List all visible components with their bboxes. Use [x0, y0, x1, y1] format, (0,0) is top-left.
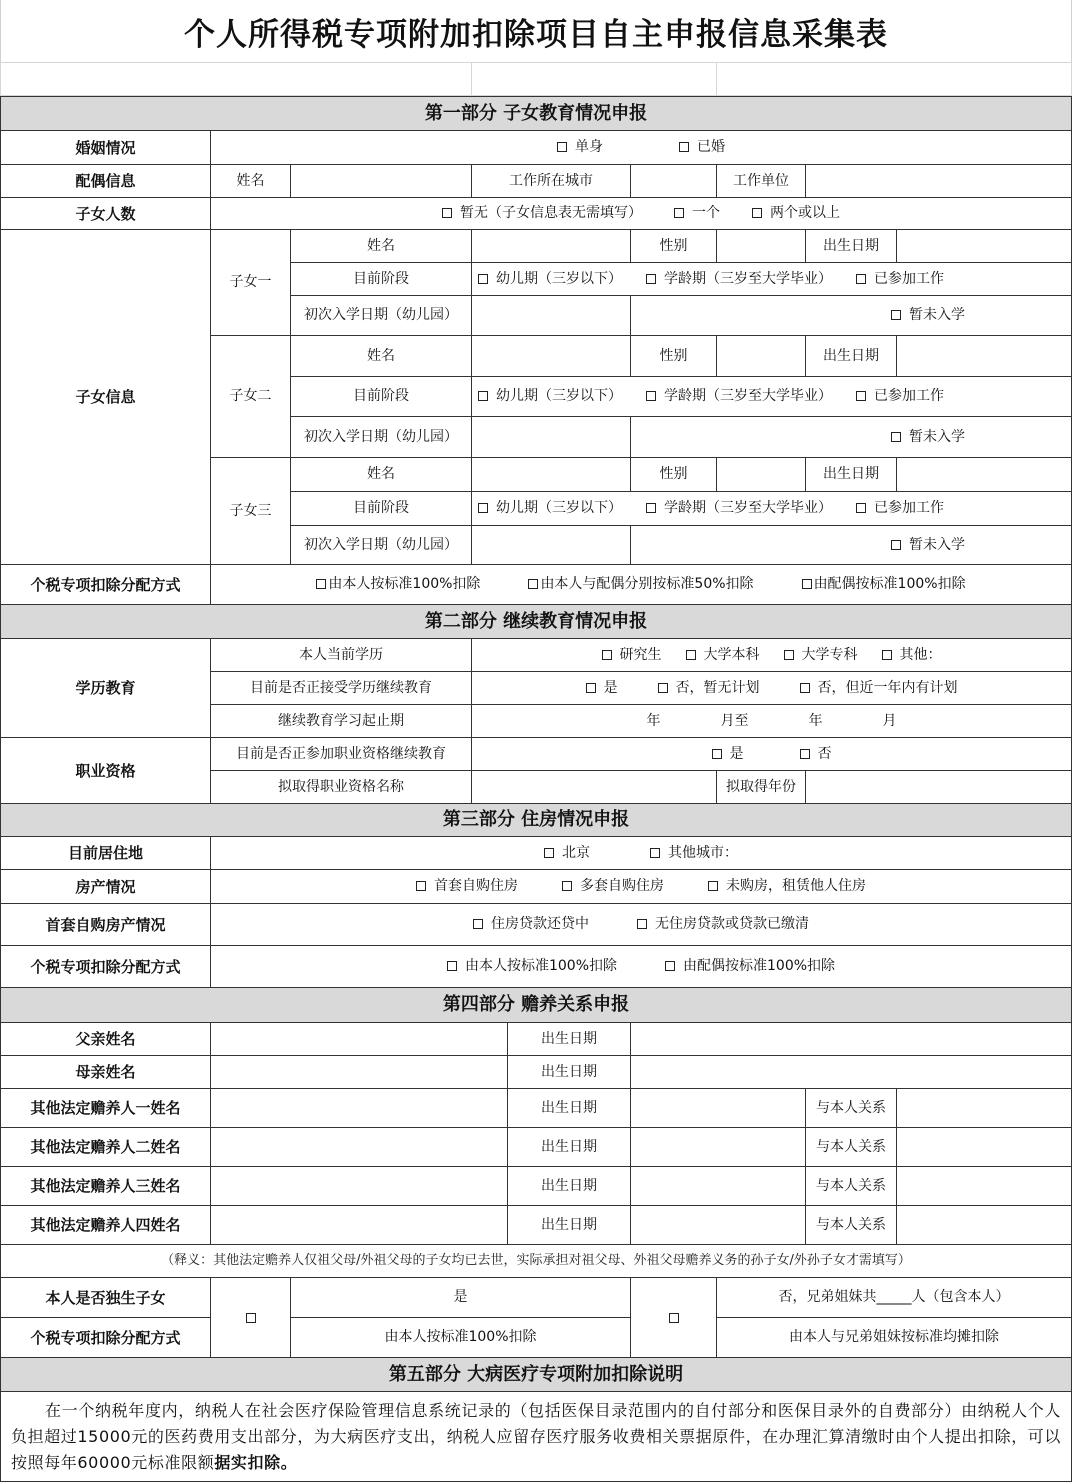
- only-child-yes-label: 是: [291, 1278, 631, 1318]
- first-home-options: [211, 904, 1072, 946]
- birth-label: 出生日期: [508, 1206, 631, 1245]
- checkbox-icon: [669, 1313, 679, 1323]
- relation-label: 与本人关系: [806, 1128, 897, 1167]
- checkbox-icon: [686, 650, 696, 660]
- residence-beijing-checkbox[interactable]: 北京: [544, 845, 590, 862]
- stage-infant-checkbox[interactable]: 幼儿期（三岁以下）: [478, 388, 622, 405]
- other-dependent-2-name-field[interactable]: [211, 1128, 508, 1167]
- checkbox-icon: [856, 274, 866, 284]
- period-label: 继续教育学习起止期: [211, 705, 472, 738]
- dependent-note: （释义：其他法定赡养人仅祖父母/外祖父母的子女均已去世，实际承担对祖父母、外祖父母赡养义务的孙子女/外孙子女才需填写）: [0, 1245, 1072, 1278]
- prof-name-field[interactable]: [472, 771, 717, 804]
- child1-label: 子女一: [211, 230, 291, 336]
- checkbox-icon: [602, 650, 612, 660]
- checkbox-icon: [442, 208, 452, 218]
- child-enroll-label: 初次入学日期（幼儿园）: [291, 296, 472, 336]
- checkbox-icon: [416, 881, 426, 891]
- other-dependent-1-name-field[interactable]: [211, 1089, 508, 1128]
- spouse-employer-field[interactable]: [806, 165, 1072, 198]
- child-gender-label: 性别: [631, 458, 717, 492]
- alloc-self-label: 由本人按标准100%扣除: [291, 1318, 631, 1358]
- child-enroll-label: 初次入学日期（幼儿园）: [291, 417, 472, 458]
- child2-stage-options: [472, 377, 1072, 417]
- relation-label: 与本人关系: [806, 1167, 897, 1206]
- current-degree-label: 本人当前学历: [211, 639, 472, 672]
- checkbox-icon: [665, 961, 675, 971]
- loan-repaying-checkbox[interactable]: 住房贷款还贷中: [473, 916, 589, 933]
- part2-header: 第二部分 继续教育情况申报: [0, 605, 1072, 639]
- child3-birth-field[interactable]: [897, 458, 1072, 492]
- only-child-yes-checkbox[interactable]: [211, 1278, 291, 1358]
- children-none-checkbox[interactable]: 暂无（子女信息表无需填写）: [442, 205, 642, 222]
- child3-name-field[interactable]: [472, 458, 631, 492]
- blank-row-cell: [0, 62, 472, 96]
- stage-school-checkbox[interactable]: 学龄期（三岁至大学毕业）: [646, 500, 832, 517]
- birth-label: 出生日期: [508, 1128, 631, 1167]
- checkbox-icon: [637, 919, 647, 929]
- other-dependent-4-name-field[interactable]: [211, 1206, 508, 1245]
- checkbox-icon: [646, 503, 656, 513]
- checkbox-icon: [478, 503, 488, 513]
- child1-name-field[interactable]: [472, 230, 631, 263]
- prof-options: [472, 738, 1072, 771]
- degree-grad-checkbox[interactable]: 研究生: [602, 647, 662, 664]
- child-name-label: 姓名: [291, 336, 472, 377]
- alloc-self-checkbox[interactable]: 由本人按标准100%扣除: [447, 958, 617, 975]
- period-month-to: 月至: [720, 712, 749, 729]
- marital-single-checkbox[interactable]: 单身: [557, 139, 603, 156]
- checkbox-icon: [528, 579, 538, 589]
- alloc-self-checkbox[interactable]: 由本人按标准100%扣除: [316, 576, 480, 593]
- property-rent-checkbox[interactable]: 未购房，租赁他人住房: [708, 878, 866, 895]
- children-count-label: 子女人数: [0, 198, 211, 230]
- child1-birth-field[interactable]: [897, 230, 1072, 263]
- checkbox-icon: [800, 749, 810, 759]
- checkbox-icon: [891, 540, 901, 550]
- receiving-planned-checkbox[interactable]: 否，但近一年内有计划: [800, 680, 958, 697]
- period-field[interactable]: [472, 705, 1072, 738]
- other-dependent-1-birth-field[interactable]: [631, 1089, 806, 1128]
- child2-name-field[interactable]: [472, 336, 631, 377]
- checkbox-icon: [891, 432, 901, 442]
- marital-married-checkbox[interactable]: 已婚: [679, 139, 725, 156]
- other-dependent-4-label: 其他法定赡养人四姓名: [0, 1206, 211, 1245]
- marital-label: 婚姻情况: [0, 131, 211, 165]
- child-birth-label: 出生日期: [806, 230, 897, 263]
- birth-label: 出生日期: [508, 1167, 631, 1206]
- other-dependent-2-label: 其他法定赡养人二姓名: [0, 1128, 211, 1167]
- part1-header: 第一部分 子女教育情况申报: [0, 96, 1072, 131]
- children-one-checkbox[interactable]: 一个: [674, 205, 720, 222]
- child2-label: 子女二: [211, 336, 291, 458]
- period-month: 月: [882, 712, 897, 729]
- checkbox-icon: [674, 208, 684, 218]
- prof-yes-checkbox[interactable]: 是: [712, 746, 744, 763]
- relation-label: 与本人关系: [806, 1206, 897, 1245]
- father-birth-field[interactable]: [631, 1023, 1072, 1056]
- spouse-city-label: 工作所在城市: [472, 165, 631, 198]
- residence-options: [211, 837, 1072, 870]
- part5-header: 第五部分 大病医疗专项附加扣除说明: [0, 1358, 1072, 1392]
- prof-year-label: 拟取得年份: [717, 771, 806, 804]
- child3-enroll-field[interactable]: [472, 526, 631, 565]
- birth-label: 出生日期: [508, 1089, 631, 1128]
- child-stage-label: 目前阶段: [291, 263, 472, 296]
- checkbox-icon: [856, 503, 866, 513]
- children-info-label: 子女信息: [0, 230, 211, 565]
- period-year: 年: [808, 712, 823, 729]
- child-stage-label: 目前阶段: [291, 492, 472, 526]
- only-child-label: 本人是否独生子女: [0, 1278, 211, 1318]
- checkbox-icon: [708, 881, 718, 891]
- other-dependent-3-name-field[interactable]: [211, 1167, 508, 1206]
- child-enroll-label: 初次入学日期（幼儿园）: [291, 526, 472, 565]
- property-options: [211, 870, 1072, 904]
- checkbox-icon: [562, 881, 572, 891]
- father-name-field[interactable]: [211, 1023, 508, 1056]
- alloc-share-label: 由本人与兄弟姐妹按标准均摊扣除: [717, 1318, 1072, 1358]
- birth-label: 出生日期: [508, 1023, 631, 1056]
- checkbox-icon: [882, 650, 892, 660]
- child2-gender-field[interactable]: [717, 336, 806, 377]
- alloc-spouse-checkbox[interactable]: 由配偶按标准100%扣除: [665, 958, 835, 975]
- stage-infant-checkbox[interactable]: 幼儿期（三岁以下）: [478, 271, 622, 288]
- p3-alloc-label: 个税专项扣除分配方式: [0, 946, 211, 988]
- checkbox-icon: [316, 579, 326, 589]
- child1-gender-field[interactable]: [717, 230, 806, 263]
- receiving-no-checkbox[interactable]: 否，暂无计划: [658, 680, 760, 697]
- spouse-city-field[interactable]: [631, 165, 717, 198]
- prof-no-checkbox[interactable]: 否: [800, 746, 832, 763]
- loan-cleared-checkbox[interactable]: 无住房贷款或贷款已缴清: [637, 916, 809, 933]
- checkbox-icon: [586, 683, 596, 693]
- child3-not-enrolled: [631, 526, 1072, 565]
- checkbox-icon: [802, 579, 812, 589]
- mother-name-field[interactable]: [211, 1056, 508, 1089]
- other-dependent-3-relation-field[interactable]: [897, 1167, 1072, 1206]
- edu-label: 学历教育: [0, 639, 211, 738]
- mother-label: 母亲姓名: [0, 1056, 211, 1089]
- child1-not-enrolled: [631, 296, 1072, 336]
- p4-alloc-label: 个税专项扣除分配方式: [0, 1318, 211, 1358]
- alloc-spouse-checkbox[interactable]: 由配偶按标准100%扣除: [802, 576, 966, 593]
- children-count-options: [211, 198, 1072, 230]
- residence-label: 目前居住地: [0, 837, 211, 870]
- degree-college-checkbox[interactable]: 大学专科: [784, 647, 858, 664]
- birth-label: 出生日期: [508, 1056, 631, 1089]
- child2-enroll-field[interactable]: [472, 417, 631, 458]
- checkbox-icon: [856, 391, 866, 401]
- other-dependent-4-birth-field[interactable]: [631, 1206, 806, 1245]
- form-title: 个人所得税专项附加扣除项目自主申报信息采集表: [0, 0, 1072, 62]
- medical-explanation-bold: 据实扣除。: [214, 1453, 298, 1472]
- checkbox-icon: [800, 683, 810, 693]
- checkbox-icon: [679, 142, 689, 152]
- medical-explanation-text: 在一个纳税年度内，纳税人在社会医疗保险管理信息系统记录的（包括医保目录范围内的自付部分和医保目录外的自费部分）由纳税人个人负担超过15000元的医药费用支出部分，为大病医疗支出，纳税人应留存医疗服务收费相关票据原件，在办理汇算清缴时由个人提出扣除，可以按照每年60000元标准限额: [11, 1401, 1061, 1472]
- child3-label: 子女三: [211, 458, 291, 565]
- part4-header: 第四部分 赡养关系申报: [0, 988, 1072, 1023]
- child2-birth-field[interactable]: [897, 336, 1072, 377]
- child1-enroll-field[interactable]: [472, 296, 631, 336]
- stage-working-checkbox[interactable]: 已参加工作: [856, 500, 944, 517]
- other-dependent-2-relation-field[interactable]: [897, 1128, 1072, 1167]
- degree-bachelor-checkbox[interactable]: 大学本科: [686, 647, 760, 664]
- receiving-options: [472, 672, 1072, 705]
- spouse-name-field[interactable]: [291, 165, 472, 198]
- property-first-checkbox[interactable]: 首套自购住房: [416, 878, 518, 895]
- stage-working-checkbox[interactable]: 已参加工作: [856, 271, 944, 288]
- stage-working-checkbox[interactable]: 已参加工作: [856, 388, 944, 405]
- period-year: 年: [646, 712, 661, 729]
- stage-school-checkbox[interactable]: 学龄期（三岁至大学毕业）: [646, 271, 832, 288]
- father-label: 父亲姓名: [0, 1023, 211, 1056]
- checkbox-icon: [473, 919, 483, 929]
- only-child-no-label: 否，兄弟姐妹共_____人（包含本人）: [717, 1278, 1072, 1318]
- spouse-name-label: 姓名: [211, 165, 291, 198]
- stage-infant-checkbox[interactable]: 幼儿期（三岁以下）: [478, 500, 622, 517]
- p1-alloc-label: 个税专项扣除分配方式: [0, 565, 211, 605]
- marital-options: [211, 131, 1072, 165]
- checkbox-icon: [478, 274, 488, 284]
- p3-alloc-options: [211, 946, 1072, 988]
- child-name-label: 姓名: [291, 458, 472, 492]
- receiving-yes-checkbox[interactable]: 是: [586, 680, 618, 697]
- child3-stage-options: [472, 492, 1072, 526]
- prof-year-field[interactable]: [806, 771, 1072, 804]
- only-child-no-checkbox[interactable]: [631, 1278, 717, 1358]
- property-label: 房产情况: [0, 870, 211, 904]
- stage-school-checkbox[interactable]: 学龄期（三岁至大学毕业）: [646, 388, 832, 405]
- checkbox-icon: [650, 848, 660, 858]
- mother-birth-field[interactable]: [631, 1056, 1072, 1089]
- checkbox-icon: [246, 1313, 256, 1323]
- child-gender-label: 性别: [631, 336, 717, 377]
- child2-not-enrolled: [631, 417, 1072, 458]
- child3-gender-field[interactable]: [717, 458, 806, 492]
- child-gender-label: 性别: [631, 230, 717, 263]
- prof-name-label: 拟取得职业资格名称: [211, 771, 472, 804]
- other-dependent-3-birth-field[interactable]: [631, 1167, 806, 1206]
- children-two-plus-checkbox[interactable]: 两个或以上: [752, 205, 840, 222]
- checkbox-icon: [658, 683, 668, 693]
- prof-receiving-label: 目前是否正参加职业资格继续教育: [211, 738, 472, 771]
- not-enrolled-checkbox[interactable]: 暂未入学: [891, 307, 965, 324]
- property-multiple-checkbox[interactable]: 多套自购住房: [562, 878, 664, 895]
- blank-row-cell: [716, 62, 1072, 96]
- other-dependent-1-relation-field[interactable]: [897, 1089, 1072, 1128]
- blank-row-cell: [471, 62, 717, 96]
- checkbox-icon: [544, 848, 554, 858]
- checkbox-icon: [447, 961, 457, 971]
- medical-explanation: [0, 1392, 1072, 1482]
- receiving-label: 目前是否正接受学历继续教育: [211, 672, 472, 705]
- first-home-label: 首套自购房产情况: [0, 904, 211, 946]
- spouse-label: 配偶信息: [0, 165, 211, 198]
- checkbox-icon: [646, 391, 656, 401]
- checkbox-icon: [646, 274, 656, 284]
- degree-options: [472, 639, 1072, 672]
- not-enrolled-checkbox[interactable]: 暂未入学: [891, 537, 965, 554]
- child-birth-label: 出生日期: [806, 458, 897, 492]
- p1-alloc-options: [211, 565, 1072, 605]
- alloc-split-checkbox[interactable]: 由本人与配偶分别按标准50%扣除: [528, 576, 753, 593]
- child-birth-label: 出生日期: [806, 336, 897, 377]
- spouse-employer-label: 工作单位: [717, 165, 806, 198]
- child1-stage-options: [472, 263, 1072, 296]
- residence-other-checkbox[interactable]: 其他城市：: [650, 845, 738, 862]
- child-name-label: 姓名: [291, 230, 472, 263]
- other-dependent-2-birth-field[interactable]: [631, 1128, 806, 1167]
- not-enrolled-checkbox[interactable]: 暂未入学: [891, 429, 965, 446]
- other-dependent-4-relation-field[interactable]: [897, 1206, 1072, 1245]
- prof-label: 职业资格: [0, 738, 211, 804]
- checkbox-icon: [891, 310, 901, 320]
- degree-other-checkbox[interactable]: 其他：: [882, 647, 942, 664]
- checkbox-icon: [478, 391, 488, 401]
- checkbox-icon: [784, 650, 794, 660]
- checkbox-icon: [752, 208, 762, 218]
- child-stage-label: 目前阶段: [291, 377, 472, 417]
- other-dependent-3-label: 其他法定赡养人三姓名: [0, 1167, 211, 1206]
- part3-header: 第三部分 住房情况申报: [0, 804, 1072, 837]
- other-dependent-1-label: 其他法定赡养人一姓名: [0, 1089, 211, 1128]
- relation-label: 与本人关系: [806, 1089, 897, 1128]
- checkbox-icon: [557, 142, 567, 152]
- checkbox-icon: [712, 749, 722, 759]
